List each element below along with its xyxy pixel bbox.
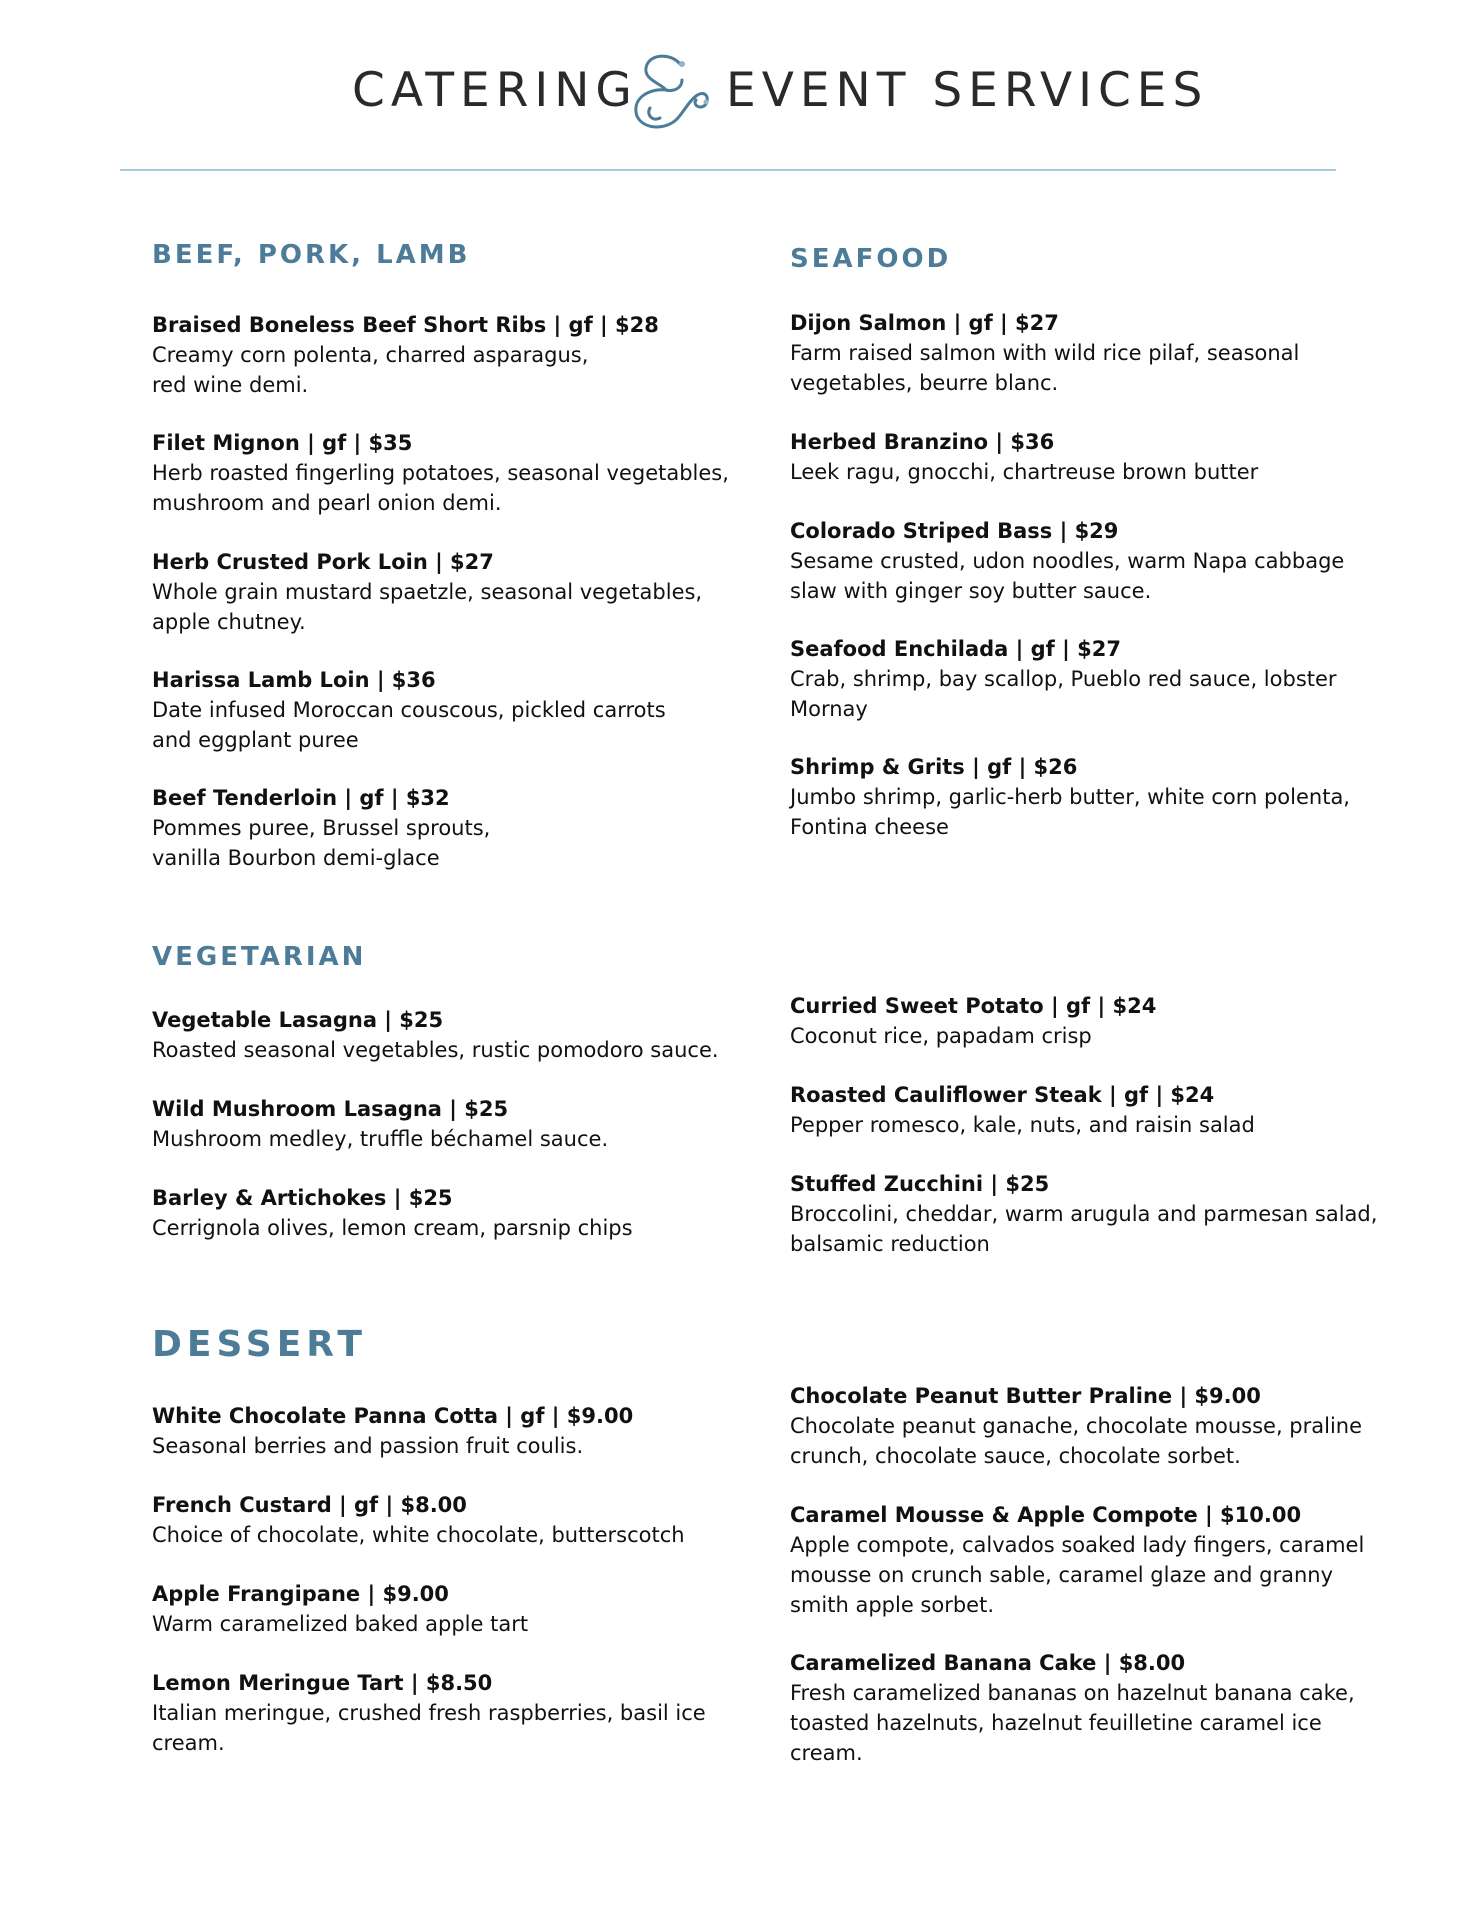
menu-item-name: Apple Frangipane | $9.00 <box>152 1582 449 1606</box>
menu-item-desc: Seasonal berries and passion fruit coulis. <box>152 1434 584 1458</box>
menu-item <box>152 783 742 873</box>
menu-item-desc: Roasted seasonal vegetables, rustic pomodoro sauce. <box>152 1038 719 1062</box>
menu-item-name: Wild Mushroom Lasagna | $25 <box>152 1097 509 1121</box>
menu-item-name: Braised Boneless Beef Short Ribs | gf | $28 <box>152 313 659 337</box>
menu-item <box>790 634 1380 724</box>
menu-item <box>790 308 1380 398</box>
menu-item-name: Roasted Cauliflower Steak | gf | $24 <box>790 1083 1215 1107</box>
menu-item-name: Barley & Artichokes | $25 <box>152 1186 453 1210</box>
menu-item-desc: Pommes puree, Brussel sprouts, vanilla Bourbon demi-glace <box>152 816 491 870</box>
header-divider <box>120 169 1336 171</box>
menu-item <box>152 547 742 637</box>
menu-item-desc: Herb roasted fingerling potatoes, seasonal vegetables, mushroom and pearl onion demi. <box>152 461 729 515</box>
menu-item-name: Harissa Lamb Loin | $36 <box>152 668 436 692</box>
menu-item-desc: Jumbo shrimp, garlic-herb butter, white corn polenta, Fontina cheese <box>790 785 1350 839</box>
menu-item-desc: Broccolini, cheddar, warm arugula and parmesan salad, balsamic reduction <box>790 1202 1378 1256</box>
menu-item-desc: Crab, shrimp, bay scallop, Pueblo red sauce, lobster Mornay <box>790 667 1337 721</box>
menu-item-desc: Creamy corn polenta, charred asparagus, red wine demi. <box>152 343 589 397</box>
menu-item-desc: Fresh caramelized bananas on hazelnut banana cake, toasted hazelnuts, hazelnut feuilletine caramel ice cream. <box>790 1681 1355 1765</box>
menu-item-desc: Apple compote, calvados soaked lady fingers, caramel mousse on crunch sable, caramel glaze and granny smith apple sorbet. <box>790 1533 1365 1617</box>
section-title-dessert: DESSERT <box>152 1324 367 1365</box>
menu-item <box>152 1094 742 1154</box>
menu-item-desc: Leek ragu, gnocchi, chartreuse brown butter <box>790 460 1259 484</box>
menu-item-name: French Custard | gf | $8.00 <box>152 1493 467 1517</box>
menu-item <box>790 752 1380 842</box>
menu-item-desc: Mushroom medley, truffle béchamel sauce. <box>152 1127 609 1151</box>
page-header <box>0 40 1484 140</box>
menu-item-name: Filet Mignon | gf | $35 <box>152 431 413 455</box>
menu-item <box>152 1183 742 1243</box>
menu-item <box>152 310 742 400</box>
menu-item-name: Colorado Striped Bass | $29 <box>790 519 1119 543</box>
menu-item-desc: Coconut rice, papadam crisp <box>790 1024 1092 1048</box>
menu-item <box>152 1005 742 1065</box>
section-title-seafood: SEAFOOD <box>790 244 952 274</box>
menu-item <box>152 1668 772 1758</box>
header-word-event-services: EVENT SERVICES <box>726 63 1209 118</box>
menu-item <box>152 665 742 755</box>
menu-item <box>790 1500 1380 1620</box>
menu-item-name: Lemon Meringue Tart | $8.50 <box>152 1671 493 1695</box>
header-word-catering: CATERING <box>352 63 638 118</box>
menu-item <box>790 1648 1380 1768</box>
ampersand-logo-icon <box>622 50 714 132</box>
menu-item-desc: Cerrignola olives, lemon cream, parsnip chips <box>152 1216 633 1240</box>
menu-item-desc: Italian meringue, crushed fresh raspberries, basil ice cream. <box>152 1701 706 1755</box>
section-title-vegetarian: VEGETARIAN <box>152 942 367 972</box>
menu-item-desc: Whole grain mustard spaetzle, seasonal vegetables, apple chutney. <box>152 580 703 634</box>
menu-item-name: Caramelized Banana Cake | $8.00 <box>790 1651 1186 1675</box>
menu-item-desc: Warm caramelized baked apple tart <box>152 1612 529 1636</box>
menu-item-name: Seafood Enchilada | gf | $27 <box>790 637 1121 661</box>
menu-item-desc: Pepper romesco, kale, nuts, and raisin salad <box>790 1113 1255 1137</box>
menu-item-desc: Choice of chocolate, white chocolate, butterscotch <box>152 1523 685 1547</box>
section-title-beef: BEEF, PORK, LAMB <box>152 240 471 270</box>
menu-item-desc: Farm raised salmon with wild rice pilaf, seasonal vegetables, beurre blanc. <box>790 341 1300 395</box>
menu-item <box>152 1490 742 1550</box>
menu-item-name: Herbed Branzino | $36 <box>790 430 1055 454</box>
menu-item <box>790 1381 1380 1471</box>
menu-item-name: Vegetable Lasagna | $25 <box>152 1008 444 1032</box>
menu-item <box>152 1401 742 1461</box>
menu-item-name: Beef Tenderloin | gf | $32 <box>152 786 450 810</box>
menu-item-name: Dijon Salmon | gf | $27 <box>790 311 1059 335</box>
menu-item-desc: Date infused Moroccan couscous, pickled carrots and eggplant puree <box>152 698 666 752</box>
menu-item-name: Herb Crusted Pork Loin | $27 <box>152 550 494 574</box>
menu-item-name: Caramel Mousse & Apple Compote | $10.00 <box>790 1503 1302 1527</box>
menu-item <box>790 516 1380 606</box>
menu-item-desc: Sesame crusted, udon noodles, warm Napa cabbage slaw with ginger soy butter sauce. <box>790 549 1345 603</box>
menu-item-name: Chocolate Peanut Butter Praline | $9.00 <box>790 1384 1261 1408</box>
menu-item-name: Stuffed Zucchini | $25 <box>790 1172 1050 1196</box>
menu-item <box>152 1579 742 1639</box>
menu-item-name: Curried Sweet Potato | gf | $24 <box>790 994 1157 1018</box>
menu-item <box>790 991 1380 1051</box>
menu-item-desc: Chocolate peanut ganache, chocolate mousse, praline crunch, chocolate sauce, chocolate sorbet. <box>790 1414 1363 1468</box>
menu-item <box>152 428 742 518</box>
menu-item-name: Shrimp & Grits | gf | $26 <box>790 755 1078 779</box>
menu-item <box>790 1080 1380 1140</box>
menu-item <box>790 427 1380 487</box>
menu-item <box>790 1169 1380 1259</box>
menu-item-name: White Chocolate Panna Cotta | gf | $9.00 <box>152 1404 634 1428</box>
